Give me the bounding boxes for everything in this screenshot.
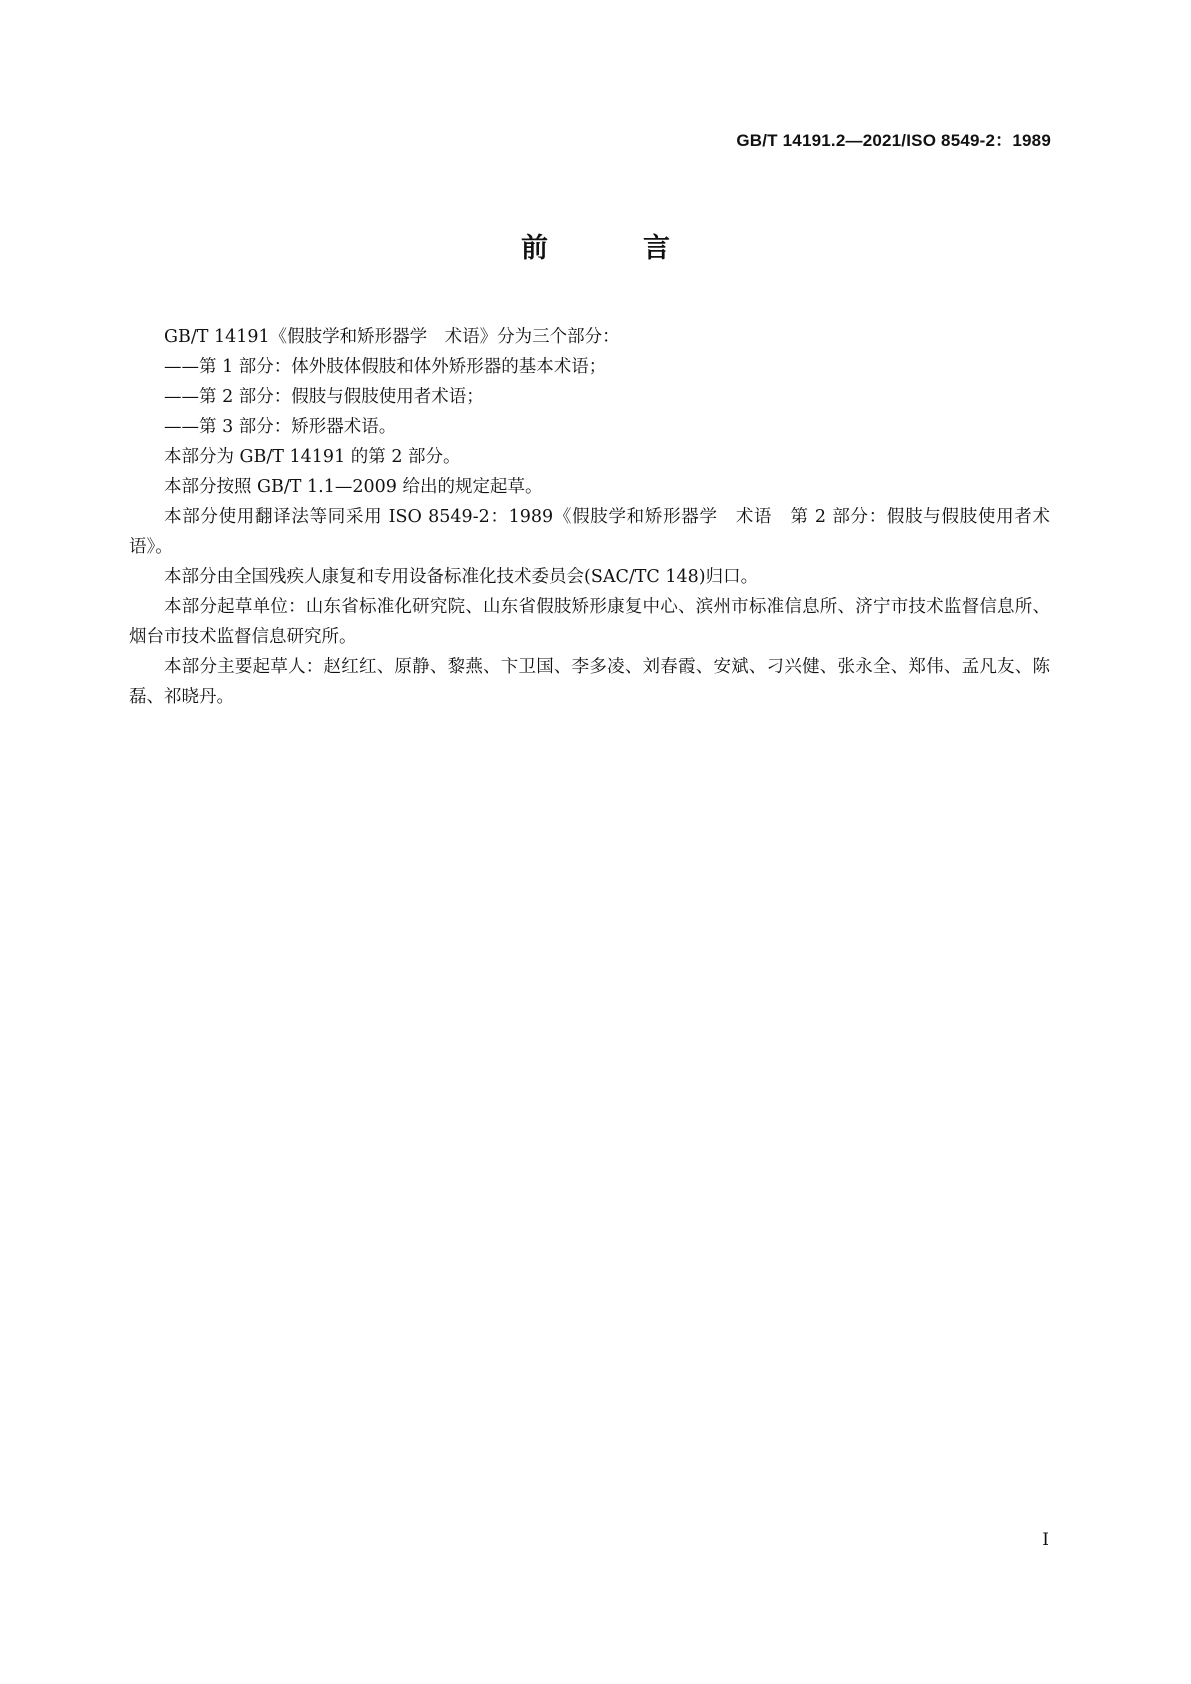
paragraph-parts-intro: GB/T 14191《假肢学和矫形器学 术语》分为三个部分： bbox=[164, 327, 620, 347]
list-item-part-1: ——第 1 部分：体外肢体假肢和体外矫形器的基本术语； bbox=[164, 357, 607, 377]
paragraph-drafters: 本部分主要起草人：赵红红、原静、黎燕、卞卫国、李多凌、刘春霞、安斌、刁兴健、张永全、郑伟、孟凡友、陈磊、祁晓丹。 bbox=[129, 657, 1050, 707]
list-item-part-3: ——第 3 部分：矫形器术语。 bbox=[164, 417, 397, 437]
paragraph-adoption: 本部分使用翻译法等同采用 ISO 8549-2：1989《假肢学和矫形器学 术语 第 2 部分：假肢与假肢使用者术语》。 bbox=[129, 507, 1050, 557]
paragraph-part-statement: 本部分为 GB/T 14191 的第 2 部分。 bbox=[164, 447, 461, 467]
paragraph-drafting-units: 本部分起草单位：山东省标准化研究院、山东省假肢矫形康复中心、滨州市标准信息所、济宁市技术监督信息所、烟台市技术监督信息研究所。 bbox=[129, 597, 1050, 647]
page-title: 前 言 bbox=[521, 233, 704, 264]
standard-code-header: GB/T 14191.2—2021/ISO 8549-2：1989 bbox=[736, 131, 1051, 150]
page-number: I bbox=[1042, 1530, 1049, 1550]
paragraph-committee: 本部分由全国残疾人康复和专用设备标准化技术委员会(SAC/TC 148)归口。 bbox=[164, 567, 759, 587]
paragraph-drafting-rules: 本部分按照 GB/T 1.1—2009 给出的规定起草。 bbox=[164, 477, 543, 497]
list-item-part-2: ——第 2 部分：假肢与假肢使用者术语； bbox=[164, 387, 484, 407]
foreword-body bbox=[129, 322, 1050, 712]
